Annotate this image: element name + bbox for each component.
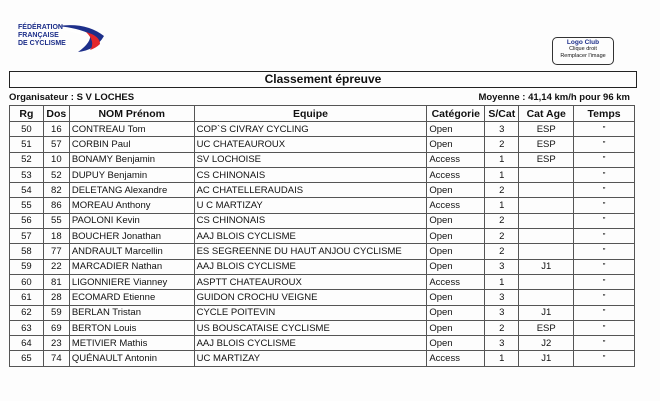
cell-time: ": [574, 183, 635, 198]
cell-bib: 81: [43, 274, 69, 289]
club-logo-title: Logo Club: [566, 39, 600, 46]
table-row: [10, 274, 635, 289]
cell-name: BERTON Louis: [69, 320, 194, 335]
cell-name: ANDRAULT Marcellin: [69, 244, 194, 259]
cell-subcategory: 3: [485, 122, 519, 137]
cell-age-category: [519, 198, 574, 213]
cell-time: ": [574, 259, 635, 274]
cell-subcategory: 3: [485, 259, 519, 274]
cell-subcategory: 1: [485, 274, 519, 289]
cell-bib: 86: [43, 198, 69, 213]
cell-team: UC CHATEAUROUX: [194, 137, 427, 152]
cell-age-category: J2: [519, 336, 574, 351]
cell-name: DUPUY Benjamin: [69, 167, 194, 182]
table-row: [10, 290, 635, 305]
cell-age-category: [519, 244, 574, 259]
table-row: [10, 198, 635, 213]
cell-category: Open: [427, 305, 485, 320]
cell-subcategory: 1: [485, 152, 519, 167]
cell-subcategory: 3: [485, 336, 519, 351]
header-subcategory: S/Cat: [485, 106, 519, 122]
cell-team: CS CHINONAIS: [194, 167, 427, 182]
cell-bib: 69: [43, 320, 69, 335]
header-category: Catégorie: [427, 106, 485, 122]
table-row: [10, 152, 635, 167]
cell-name: CONTREAU Tom: [69, 122, 194, 137]
results-table: [9, 105, 635, 367]
cell-rank: 53: [10, 167, 44, 182]
cell-age-category: [519, 183, 574, 198]
cell-name: MOREAU Anthony: [69, 198, 194, 213]
cell-time: ": [574, 336, 635, 351]
cell-category: Open: [427, 336, 485, 351]
cell-bib: 22: [43, 259, 69, 274]
table-row: [10, 336, 635, 351]
cell-subcategory: 1: [485, 351, 519, 366]
cell-rank: 62: [10, 305, 44, 320]
cell-team: CS CHINONAIS: [194, 213, 427, 228]
table-header-row: [10, 106, 635, 122]
cell-rank: 52: [10, 152, 44, 167]
cell-bib: 57: [43, 137, 69, 152]
cell-name: CORBIN Paul: [69, 137, 194, 152]
cell-team: U C MARTIZAY: [194, 198, 427, 213]
cell-time: ": [574, 305, 635, 320]
cell-subcategory: 2: [485, 137, 519, 152]
cell-name: BONAMY Benjamin: [69, 152, 194, 167]
cell-age-category: ESP: [519, 137, 574, 152]
cell-age-category: ESP: [519, 152, 574, 167]
table-row: [10, 229, 635, 244]
cell-category: Access: [427, 167, 485, 182]
cell-team: SV LOCHOISE: [194, 152, 427, 167]
cell-subcategory: 2: [485, 213, 519, 228]
cell-rank: 61: [10, 290, 44, 305]
cell-rank: 55: [10, 198, 44, 213]
cell-time: ": [574, 167, 635, 182]
cell-category: Open: [427, 229, 485, 244]
cell-age-category: [519, 229, 574, 244]
cell-subcategory: 3: [485, 305, 519, 320]
cell-category: Access: [427, 198, 485, 213]
cell-subcategory: 1: [485, 167, 519, 182]
cell-subcategory: 3: [485, 290, 519, 305]
cell-team: ES SEGREENNE DU HAUT ANJOU CYCLISME: [194, 244, 427, 259]
organizer: Organisateur : S V LOCHES: [9, 92, 135, 103]
table-row: [10, 213, 635, 228]
header-name: NOM Prénom: [69, 106, 194, 122]
cell-rank: 56: [10, 213, 44, 228]
cell-subcategory: 2: [485, 229, 519, 244]
cell-rank: 51: [10, 137, 44, 152]
cell-bib: 28: [43, 290, 69, 305]
cell-name: QUÉNAULT Antonin: [69, 351, 194, 366]
cell-rank: 65: [10, 351, 44, 366]
cell-age-category: J1: [519, 305, 574, 320]
cell-age-category: [519, 167, 574, 182]
cell-age-category: ESP: [519, 320, 574, 335]
cell-time: ": [574, 198, 635, 213]
cell-age-category: J1: [519, 259, 574, 274]
cell-rank: 54: [10, 183, 44, 198]
cell-subcategory: 1: [485, 198, 519, 213]
cell-category: Open: [427, 320, 485, 335]
cell-category: Open: [427, 290, 485, 305]
table-row: [10, 183, 635, 198]
cell-time: ": [574, 320, 635, 335]
cell-rank: 60: [10, 274, 44, 289]
cell-category: Open: [427, 213, 485, 228]
club-logo-hint2: Remplacer l'image: [560, 53, 606, 59]
page-title: Classement épreuve: [9, 71, 637, 88]
header-dos: Dos: [43, 106, 69, 122]
cell-bib: 16: [43, 122, 69, 137]
cell-time: ": [574, 290, 635, 305]
cell-age-category: [519, 213, 574, 228]
federation-swoosh-icon: [56, 22, 106, 54]
table-row: [10, 259, 635, 274]
table-row: [10, 244, 635, 259]
cell-category: Access: [427, 351, 485, 366]
cell-team: CYCLE POITEVIN: [194, 305, 427, 320]
cell-age-category: ESP: [519, 122, 574, 137]
cell-age-category: [519, 290, 574, 305]
cell-time: ": [574, 152, 635, 167]
cell-category: Access: [427, 152, 485, 167]
table-row: [10, 320, 635, 335]
header-time: Temps: [574, 106, 635, 122]
cell-age-category: [519, 274, 574, 289]
cell-subcategory: 2: [485, 183, 519, 198]
cell-team: AAJ BLOIS CYCLISME: [194, 336, 427, 351]
average-speed: Moyenne : 41,14 km/h pour 96 km: [478, 92, 630, 103]
cell-name: DELETANG Alexandre: [69, 183, 194, 198]
cell-rank: 57: [10, 229, 44, 244]
cell-time: ": [574, 122, 635, 137]
table-row: [10, 167, 635, 182]
cell-name: MARCADIER Nathan: [69, 259, 194, 274]
table-row: [10, 122, 635, 137]
cell-time: ": [574, 351, 635, 366]
cell-subcategory: 2: [485, 244, 519, 259]
cell-time: ": [574, 274, 635, 289]
cell-team: US BOUSCATAISE CYCLISME: [194, 320, 427, 335]
cell-name: ECOMARD Etienne: [69, 290, 194, 305]
cell-time: ": [574, 137, 635, 152]
federation-line3: DE CYCLISME: [18, 40, 66, 47]
cell-bib: 82: [43, 183, 69, 198]
cell-rank: 63: [10, 320, 44, 335]
federation-line2: FRANÇAISE: [18, 32, 59, 39]
cell-team: AAJ BLOIS CYCLISME: [194, 259, 427, 274]
cell-team: COP`S CIVRAY CYCLING: [194, 122, 427, 137]
table-row: [10, 351, 635, 366]
header-age-category: Cat Age: [519, 106, 574, 122]
cell-bib: 10: [43, 152, 69, 167]
cell-category: Open: [427, 122, 485, 137]
table-row: [10, 305, 635, 320]
club-logo-hint1: Clique droit: [569, 46, 597, 52]
cell-subcategory: 2: [485, 320, 519, 335]
cell-time: ": [574, 244, 635, 259]
club-logo-placeholder[interactable]: [552, 37, 614, 65]
cell-age-category: J1: [519, 351, 574, 366]
cell-bib: 59: [43, 305, 69, 320]
cell-team: AC CHATELLERAUDAIS: [194, 183, 427, 198]
header-team: Equipe: [194, 106, 427, 122]
cell-name: METIVIER Mathis: [69, 336, 194, 351]
cell-category: Open: [427, 183, 485, 198]
cell-category: Open: [427, 259, 485, 274]
cell-name: BOUCHER Jonathan: [69, 229, 194, 244]
cell-team: UC MARTIZAY: [194, 351, 427, 366]
table-row: [10, 137, 635, 152]
cell-bib: 74: [43, 351, 69, 366]
cell-bib: 18: [43, 229, 69, 244]
cell-team: ASPTT CHATEAUROUX: [194, 274, 427, 289]
cell-category: Open: [427, 244, 485, 259]
cell-bib: 55: [43, 213, 69, 228]
header-rg: Rg: [10, 106, 44, 122]
cell-name: BERLAN Tristan: [69, 305, 194, 320]
cell-rank: 58: [10, 244, 44, 259]
federation-logo: [18, 22, 102, 52]
cell-rank: 59: [10, 259, 44, 274]
cell-bib: 77: [43, 244, 69, 259]
cell-rank: 64: [10, 336, 44, 351]
federation-line1: FÉDÉRATION: [18, 24, 63, 31]
cell-name: PAOLONI Kevin: [69, 213, 194, 228]
cell-category: Access: [427, 274, 485, 289]
cell-time: ": [574, 213, 635, 228]
cell-rank: 50: [10, 122, 44, 137]
cell-team: GUIDON CROCHU VEIGNE: [194, 290, 427, 305]
cell-time: ": [574, 229, 635, 244]
cell-team: AAJ BLOIS CYCLISME: [194, 229, 427, 244]
cell-category: Open: [427, 137, 485, 152]
cell-name: LIGONNIERE Vianney: [69, 274, 194, 289]
cell-bib: 23: [43, 336, 69, 351]
cell-bib: 52: [43, 167, 69, 182]
